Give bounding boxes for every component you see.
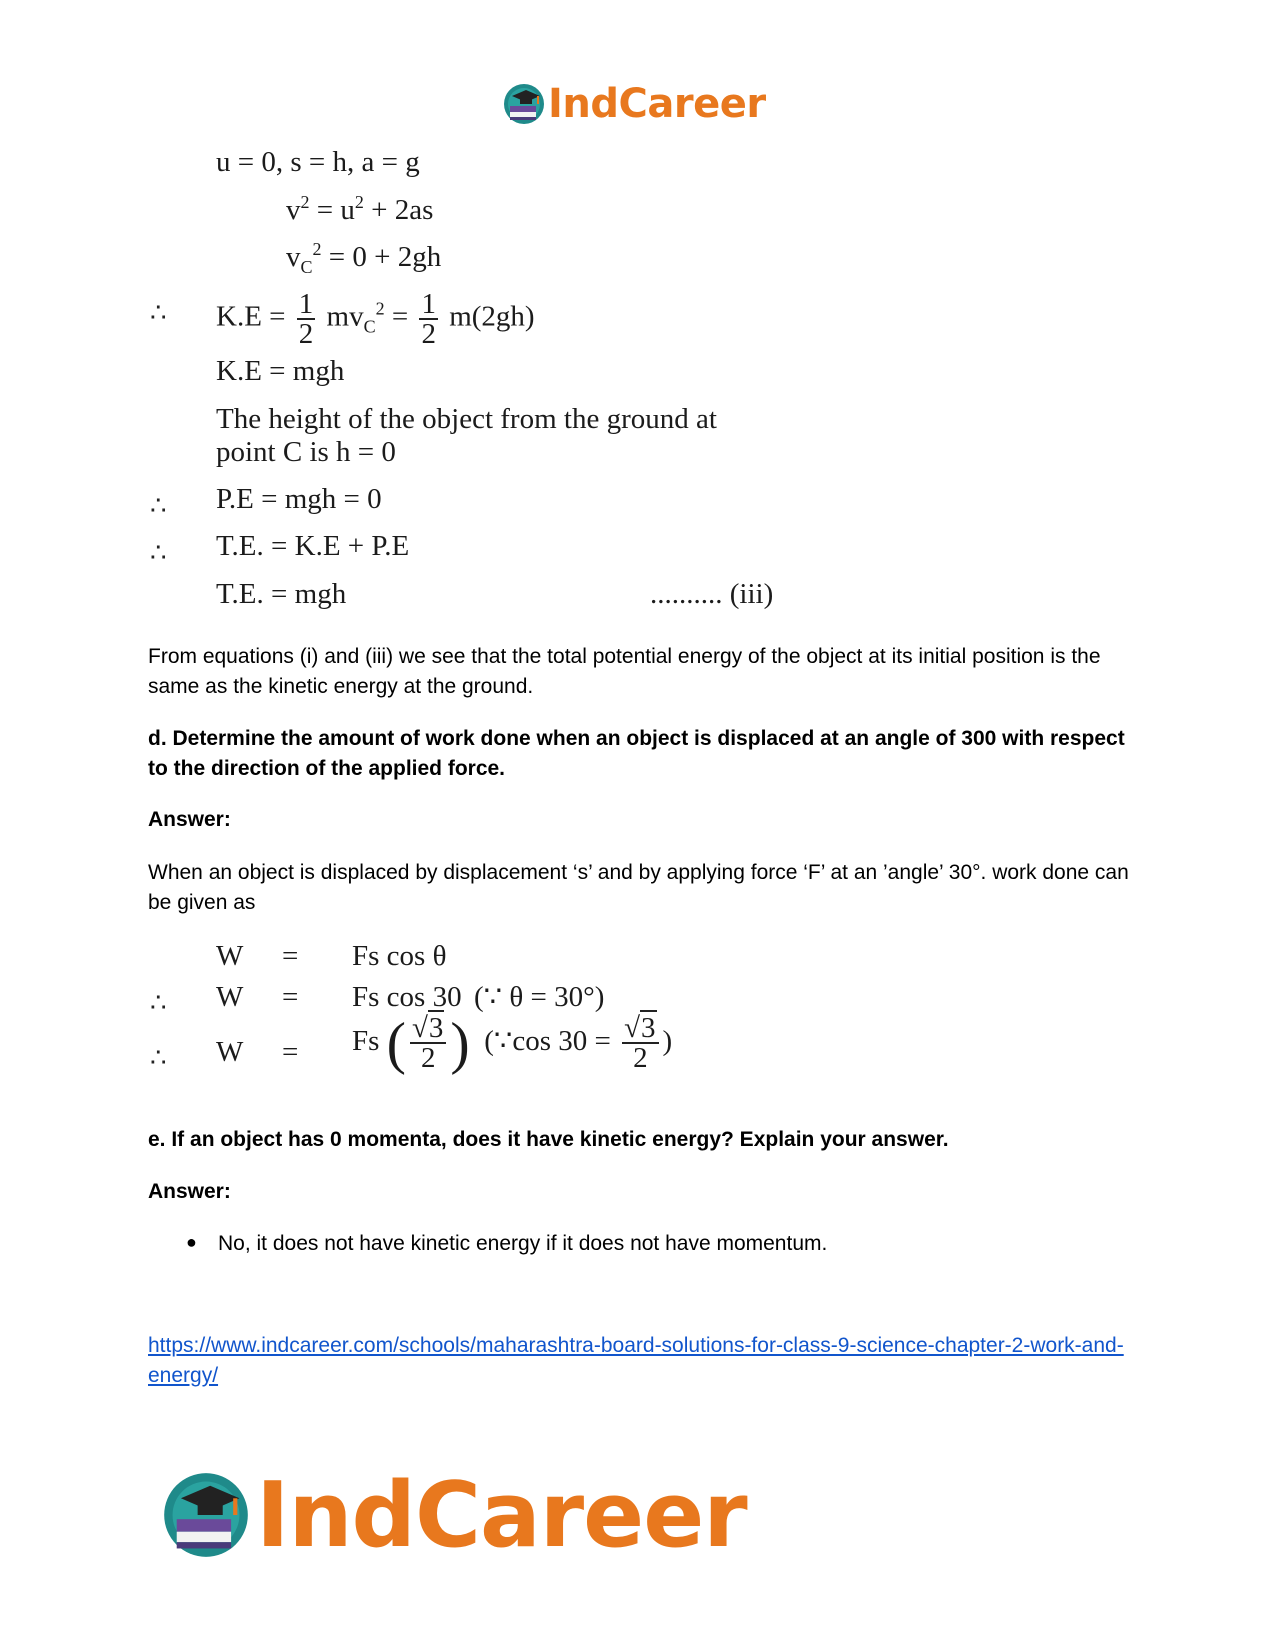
- bullet-point: ●: [186, 1232, 197, 1252]
- therefore-symbol: ∴: [150, 298, 167, 328]
- velocity-at-c: $v_C^2 = 0 + 2gh$: [286, 239, 442, 277]
- fraction-half: $\frac{1}{2}$: [421, 288, 436, 350]
- therefore-symbol: ∴: [150, 1043, 167, 1073]
- potential-energy: P.E = mgh = 0: [216, 483, 382, 515]
- work-final: Fs ( $\frac{√3}{2}$ ) (∵cos 30 = $\frac{√3}{2}$ ): [352, 1010, 673, 1076]
- equals-sign: =: [282, 1036, 299, 1068]
- work-symbol: W: [216, 1036, 244, 1068]
- logo-wordmark: IndCareer: [256, 1462, 747, 1568]
- fraction-root3-over-2: $\frac{√3}{2}$: [410, 1014, 446, 1072]
- equals-sign: =: [282, 940, 299, 972]
- total-energy-sum: T.E. = K.E + P.E: [216, 530, 410, 562]
- work-substituted: Fs cos 30: [352, 981, 462, 1013]
- answer-label: Answer:: [148, 1180, 231, 1203]
- indcareer-logo-footer: [160, 1462, 747, 1568]
- kinetic-energy-formula: K.E = $\frac{1}{2}$ $mv_C^2$ = $\frac{1}{2}$ m(2gh): [216, 288, 535, 350]
- question-d: d. Determine the amount of work done when an object is displaced at an angle of 300 with respect to the direction of the applied force.: [148, 727, 1125, 780]
- therefore-symbol: ∴: [150, 988, 167, 1018]
- work-symbol: W: [216, 940, 244, 972]
- work-symbol: W: [216, 981, 244, 1013]
- answer-d-paragraph: When an object is displaced by displacement ‘s’ and by applying force ‘F’ at an ’angle’ 30°. work done can be given as: [148, 861, 1129, 914]
- work-note: (∵ θ = 30°): [474, 981, 605, 1013]
- source-link[interactable]: https://www.indcareer.com/schools/maharashtra-board-solutions-for-class-9-science-chapter-2-work-and-energy/: [148, 1334, 1124, 1387]
- logo-wordmark: IndCareer: [548, 81, 766, 127]
- answer-label: Answer:: [148, 808, 231, 831]
- height-statement-line1: The height of the object from the ground at: [216, 403, 717, 435]
- answer-e-text: No, it does not have kinetic energy if it does not have momentum.: [218, 1232, 828, 1255]
- conclusion-paragraph: From equations (i) and (iii) we see that the total potential energy of the object at its initial position is the same as the kinetic energy at the ground.: [148, 645, 1101, 698]
- graduation-cap-icon: [502, 82, 546, 126]
- height-statement-line2: point C is h = 0: [216, 436, 396, 468]
- graduation-cap-icon: [160, 1469, 252, 1561]
- equals-sign: =: [282, 981, 299, 1013]
- indcareer-logo-header: [502, 78, 766, 130]
- total-energy-result: T.E. = mgh: [216, 578, 347, 610]
- question-e: e. If an object has 0 momenta, does it have kinetic energy? Explain your answer.: [148, 1128, 949, 1151]
- equation-of-motion: $v^2 = u^2 + 2as$: [286, 192, 434, 226]
- equation-tag: .......... (iii): [650, 578, 774, 610]
- kinetic-energy-result: K.E = mgh: [216, 355, 345, 387]
- work-formula: Fs cos θ: [352, 940, 447, 972]
- therefore-symbol: ∴: [150, 491, 167, 521]
- fraction-half: $\frac{1}{2}$: [298, 288, 314, 350]
- given-values: u = 0, s = h, a = g: [216, 146, 420, 178]
- fraction-root3-over-2: $\frac{√3}{2}$: [622, 1014, 658, 1072]
- therefore-symbol: ∴: [150, 538, 167, 568]
